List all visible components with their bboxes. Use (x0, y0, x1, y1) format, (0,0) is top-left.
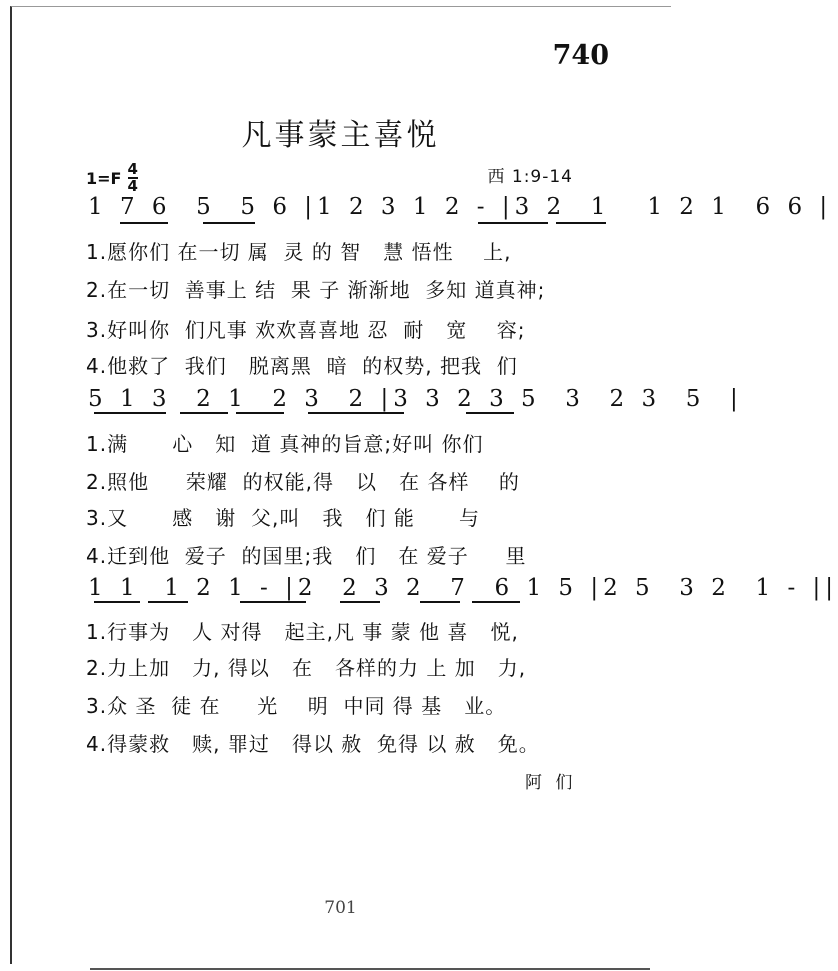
lyric-line: 2.力上加 力, 得以 在 各样的力 上 加 力, (86, 656, 527, 680)
beam (180, 412, 228, 414)
key-label: 1=F (86, 168, 122, 188)
amen: 阿 们 (525, 773, 577, 793)
lyric-line: 3.又 感 谢 父,叫 我 们 能 与 (86, 506, 481, 530)
lyric-line: 2.在一切 善事上 结 果 子 渐渐地 多知 道真神; (86, 278, 546, 302)
beam (308, 412, 404, 414)
lyric-line: 3.众 圣 徒 在 光 明 中同 得 基 业。 (86, 694, 507, 718)
notation-line-2: 5 1 3 2 1 2 3 2 |3 3 2 3 5 3 2 3 5 | (88, 386, 743, 412)
beam (466, 412, 514, 414)
scan-edge (90, 968, 650, 970)
key-signature (86, 162, 138, 194)
beam (94, 601, 140, 603)
lyric-line: 3.好叫你 们凡事 欢欢喜喜地 忍 耐 宽 容; (86, 318, 526, 342)
beam (472, 601, 520, 603)
lyric-line: 4.他救了 我们 脱离黑 暗 的权势, 把我 们 (86, 354, 518, 378)
scripture-reference: 西 1:9-14 (487, 167, 573, 187)
notation-line-1: 1 7 6 5 5 6 |1 2 3 1 2 - |3 2 1 1 2 1 6 6 | (88, 194, 833, 220)
lyric-line: 4.得蒙救 赎, 罪过 得以 赦 免得 以 赦 免。 (86, 732, 540, 756)
beam (120, 222, 168, 224)
hymn-title: 凡事蒙主喜悦 (241, 118, 440, 153)
beam (478, 222, 548, 224)
beam (94, 412, 166, 414)
lyric-line: 2.照他 荣耀 的权能,得 以 在 各样 的 (86, 470, 520, 494)
time-top: 4 (127, 160, 138, 178)
lyric-line: 1.愿你们 在一切 属 灵 的 智 慧 悟性 上, (86, 240, 512, 264)
lyric-line: 1.满 心 知 道 真神的旨意;好叫 你们 (86, 432, 484, 456)
beam (420, 601, 460, 603)
beam (148, 601, 188, 603)
time-bottom: 4 (127, 177, 138, 195)
beam (203, 222, 255, 224)
lyric-line: 4.迁到他 爱子 的国里;我 们 在 爱子 里 (86, 544, 527, 568)
beam (556, 222, 606, 224)
beam (340, 601, 380, 603)
notation-line-3: 1 1 1 2 1 - |2 2 3 2 7 6 1 5 |2 5 3 2 1 - || (88, 575, 838, 601)
page-number: 701 (324, 898, 357, 918)
beam (236, 412, 284, 414)
beam (240, 601, 306, 603)
lyric-line: 1.行事为 人 对得 起主,凡 事 蒙 他 喜 悦, (86, 620, 519, 644)
hymn-number: 740 (552, 40, 609, 71)
time-signature (127, 162, 137, 194)
